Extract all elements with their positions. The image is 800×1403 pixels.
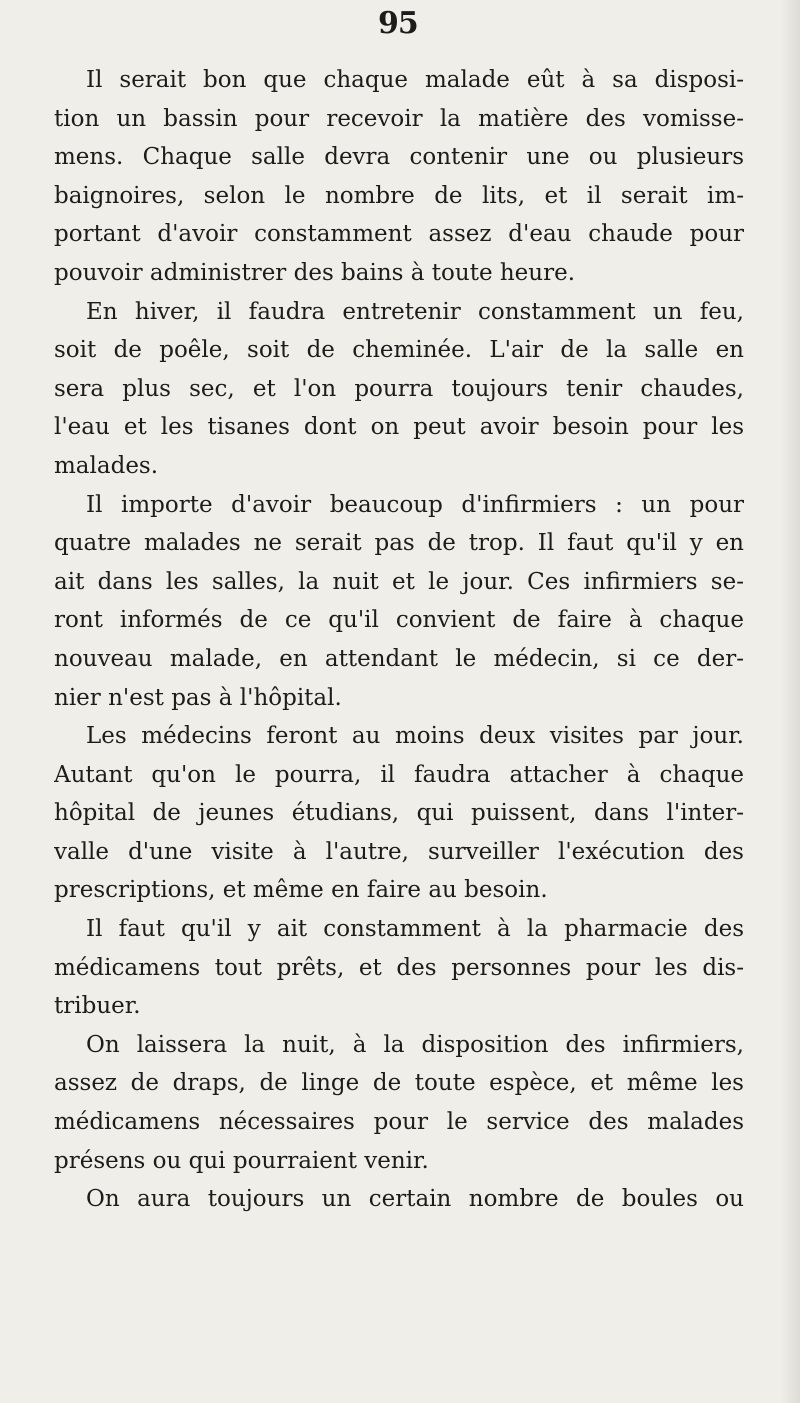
text-line: nouveau malade, en attendant le médecin, si ce der- [54, 645, 744, 672]
text-line: Les médecins feront au moins deux visites par jour. [86, 723, 744, 750]
page-edge-shadow [780, 0, 800, 1403]
text-line: En hiver, il faudra entretenir constamment un feu, [86, 298, 744, 325]
text-line: On aura toujours un certain nombre de boules ou [86, 1186, 744, 1213]
text-line: médicamens tout prêts, et des personnes pour les dis- [54, 954, 744, 981]
text-line: sera plus sec, et l'on pourra toujours tenir chaudes, [54, 375, 744, 402]
body-text [54, 61, 744, 1219]
text-line: Il serait bon que chaque malade eût à sa disposi- [86, 67, 744, 93]
text-line: Il faut qu'il y ait constamment à la pharmacie des [86, 916, 744, 943]
text-line: hôpital de jeunes étudians, qui puissent, dans l'inter- [54, 800, 744, 827]
text-line: nier n'est pas à l'hôpital. [54, 684, 342, 711]
text-line: médicamens nécessaires pour le service des malades [54, 1109, 744, 1136]
text-line: ront informés de ce qu'il convient de faire à chaque [54, 607, 744, 634]
page-number: 95 [378, 6, 418, 41]
text-line: malades. [54, 452, 159, 479]
text-line: ait dans les salles, la nuit et le jour. Ces infirmiers se- [54, 568, 744, 595]
text-line: baignoires, selon le nombre de lits, et il serait im- [54, 182, 744, 209]
text-line: On laissera la nuit, à la disposition des infirmiers, [86, 1031, 744, 1058]
text-line: valle d'une visite à l'autre, surveiller l'exécution des [54, 838, 744, 865]
text-line: soit de poêle, soit de cheminée. L'air de la salle en [54, 337, 744, 364]
text-line: assez de draps, de linge de toute espèce, et même les [54, 1070, 744, 1097]
text-line: Autant qu'on le pourra, il faudra attacher à chaque [54, 761, 744, 788]
text-line: pouvoir administrer des bains à toute heure. [54, 259, 576, 286]
text-line: tion un bassin pour recevoir la matière des vomisse- [54, 105, 744, 132]
text-line: l'eau et les tisanes dont on peut avoir besoin pour les [54, 414, 744, 441]
text-line: portant d'avoir constamment assez d'eau chaude pour [54, 221, 744, 248]
text-line: tribuer. [54, 993, 141, 1020]
text-line: mens. Chaque salle devra contenir une ou plusieurs [54, 144, 744, 171]
text-line: présens ou qui pourraient venir. [54, 1147, 429, 1174]
text-line: quatre malades ne serait pas de trop. Il faut qu'il y en [54, 530, 744, 557]
text-line: Il importe d'avoir beaucoup d'infirmiers : un pour [86, 491, 744, 518]
text-line: prescriptions, et même en faire au besoin. [54, 877, 548, 904]
